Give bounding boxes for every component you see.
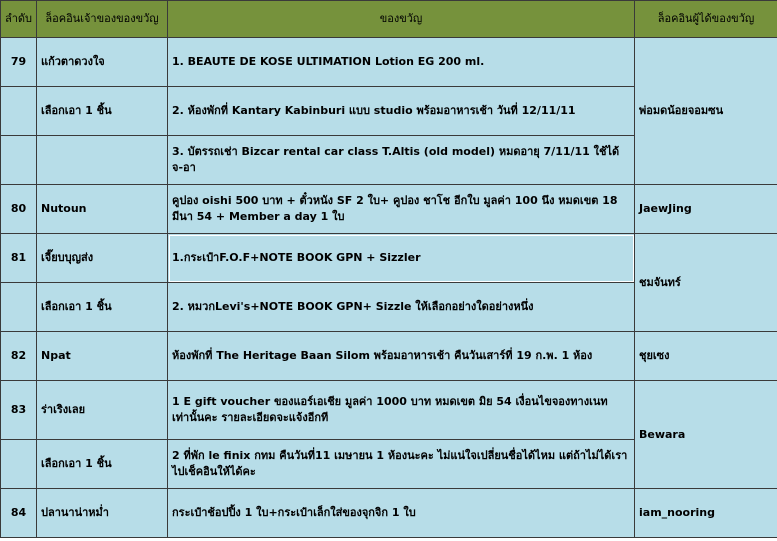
cell-no[interactable]: 79	[1, 38, 37, 87]
cell-no[interactable]: 84	[1, 489, 37, 538]
cell-receiver[interactable]: Bewara	[635, 381, 777, 489]
cell-no[interactable]: 83	[1, 381, 37, 440]
cell-gift[interactable]: 1. BEAUTE DE KOSE ULTIMATION Lotion EG 200 ml.	[168, 38, 635, 87]
table-row	[1, 185, 777, 234]
cell-no[interactable]: 80	[1, 185, 37, 234]
cell-no[interactable]	[1, 440, 37, 489]
cell-receiver[interactable]: ชมจันทร์	[635, 234, 777, 332]
cell-receiver[interactable]: ชุยเซง	[635, 332, 777, 381]
cell-giver[interactable]: ร่าเริงเลย	[37, 381, 168, 440]
cell-no[interactable]	[1, 283, 37, 332]
cell-gift[interactable]: 3. บัตรรถเช่า Bizcar rental car class T.Altis (old model) หมดอายุ 7/11/11 ใช้ได้ จ-อา	[168, 136, 635, 185]
cell-gift[interactable]: 1 E gift voucher ของแอร์เอเชีย มูลค่า 1000 บาท หมดเขต มิย 54 เงื่อนไขจองทางเนทเท่านั้นคะ รายละเอียดจะแจ้งอีกที	[168, 381, 635, 440]
cell-no[interactable]	[1, 136, 37, 185]
header-row	[1, 1, 777, 38]
cell-giver[interactable]: เลือกเอา 1 ชิ้น	[37, 283, 168, 332]
header-no[interactable]: ลำดับ	[1, 1, 37, 38]
table-row	[1, 381, 777, 440]
cell-gift[interactable]: กระเป๋าช้อปปิ้ง 1 ใบ+กระเป๋าเล็กใส่ของจุกจิก 1 ใบ	[168, 489, 635, 538]
table-row	[1, 234, 777, 283]
cell-giver[interactable]	[37, 136, 168, 185]
table-row	[1, 332, 777, 381]
cell-giver[interactable]: Npat	[37, 332, 168, 381]
cell-gift[interactable]: ห้องพักที่ The Heritage Baan Silom พร้อมอาหารเช้า คืนวันเสาร์ที่ 19 ก.พ. 1 ห้อง	[168, 332, 635, 381]
header-giver[interactable]: ล็อคอินเจ้าของของขวัญ	[37, 1, 168, 38]
header-gift[interactable]: ของขวัญ	[168, 1, 635, 38]
table-row	[1, 38, 777, 87]
cell-receiver[interactable]: JaewJing	[635, 185, 777, 234]
cell-giver[interactable]: แก้วตาดวงใจ	[37, 38, 168, 87]
cell-giver[interactable]: ปลานาน่าหม่ำ	[37, 489, 168, 538]
cell-giver[interactable]: เลือกเอา 1 ชิ้น	[37, 87, 168, 136]
cell-giver[interactable]: เลือกเอา 1 ชิ้น	[37, 440, 168, 489]
cell-giver[interactable]: Nutoun	[37, 185, 168, 234]
cell-gift[interactable]: คูปอง oishi 500 บาท + ตั๋วหนัง SF 2 ใบ+ คูปอง ชาโช อีกใบ มูลค่า 100 นึง หมดเขต 18 มีนา 54 + Member a day 1 ใบ	[168, 185, 635, 234]
table-row	[1, 489, 777, 538]
cell-receiver[interactable]: iam_nooring	[635, 489, 777, 538]
cell-receiver[interactable]: พ่อมดน้อยจอมซน	[635, 38, 777, 185]
cell-no[interactable]	[1, 87, 37, 136]
header-receiver[interactable]: ล็อคอินผู้ได้ของขวัญ	[635, 1, 777, 38]
cell-gift[interactable]: 2. ห้องพักที่ Kantary Kabinburi แบบ studio พร้อมอาหารเช้า วันที่ 12/11/11	[168, 87, 635, 136]
cell-gift-selected[interactable]: 1.กระเป๋าF.O.F+NOTE BOOK GPN + Sizzler	[168, 234, 635, 283]
cell-giver[interactable]: เจี๊ยบบุญส่ง	[37, 234, 168, 283]
cell-no[interactable]: 81	[1, 234, 37, 283]
cell-no[interactable]: 82	[1, 332, 37, 381]
cell-gift[interactable]: 2 ที่พัก le finix กทม คืนวันที่11 เมษายน 1 ห้องนะคะ ไม่แน่ใจเปลี่ยนชื่อได้ไหม แต่ถ้าไม่ได้เราไปเช็คอินให้ได้คะ	[168, 440, 635, 489]
cell-gift[interactable]: 2. หมวกLevi's+NOTE BOOK GPN+ Sizzle ให้เลือกอย่างใดอย่างหนึ่ง	[168, 283, 635, 332]
